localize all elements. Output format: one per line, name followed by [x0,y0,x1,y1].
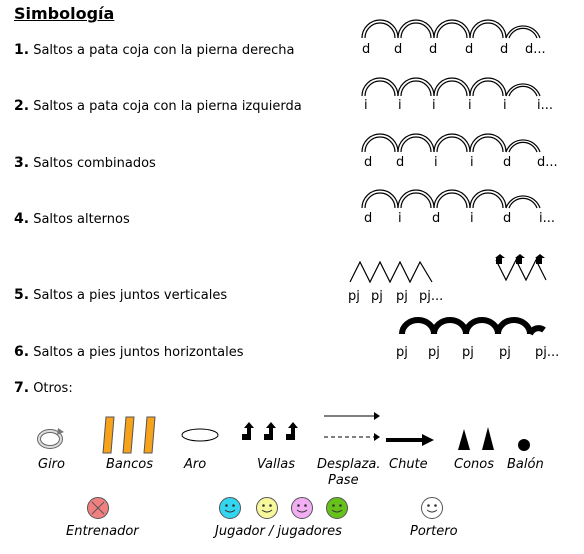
hoop-icon [181,428,221,444]
label-giro: Giro [38,457,65,472]
hurdles-icon [240,414,304,442]
row-number: 6. [14,344,30,360]
coach-icon [86,496,110,520]
label-vallas: Vallas [257,457,295,472]
label-chute: Chute [389,457,428,472]
legend-row-2 [14,98,302,114]
shot-arrow-icon [386,433,436,447]
thick-arcs-icon [398,316,548,338]
row-label: Saltos a pata coja con la pierna izquierda [33,99,302,114]
label-conos: Conos [454,457,494,472]
cones-icon [456,425,496,451]
row-number: 5. [14,287,30,303]
goalkeeper-icon [420,496,444,520]
row-label: Saltos a pata coja con la pierna derecha [33,43,295,58]
row-label: Saltos alternos [33,212,130,227]
legend-row-1 [14,42,294,58]
row-label: Otros: [33,381,73,396]
player-green-icon [325,496,349,520]
arcs-row-4 [360,184,540,214]
arcs-row-1 [360,14,540,44]
pass-arrow-icon [324,432,380,444]
page-title: Simbología [14,4,115,23]
arcs-row-2 [360,72,540,102]
row-number: 4. [14,211,30,227]
legend-row-7 [14,380,73,396]
displacement-arrow-icon [324,411,380,423]
legend-row-3 [14,155,156,171]
legend-row-5 [14,287,227,303]
row-number: 7. [14,380,30,396]
player-cyan-icon [218,496,242,520]
label-pase: Pase [328,473,359,488]
row-number: 3. [14,155,30,171]
player-yellow-icon [255,496,279,520]
ball-icon [517,438,531,452]
label-jugadores: Jugador / jugadores [215,524,342,539]
zigzag-vertical-icon [348,258,438,288]
benches-icon [98,415,162,455]
rotation-icon [36,426,68,452]
label-aro: Aro [184,457,207,472]
row-number: 2. [14,98,30,114]
player-pink-icon [290,496,314,520]
row-number: 1. [14,42,30,58]
row-label: Saltos a pies juntos verticales [33,288,228,303]
zigzag-arrows-icon [492,250,556,286]
label-entrenador: Entrenador [66,524,139,539]
label-bancos: Bancos [106,457,153,472]
legend-row-4 [14,211,130,227]
row-label: Saltos combinados [33,156,156,171]
arcs-row-3 [360,128,540,158]
label-portero: Portero [410,524,458,539]
row-label: Saltos a pies juntos horizontales [33,345,244,360]
label-balon: Balón [507,457,544,472]
legend-row-6 [14,344,244,360]
label-desplaza: Desplaza. [317,457,381,472]
